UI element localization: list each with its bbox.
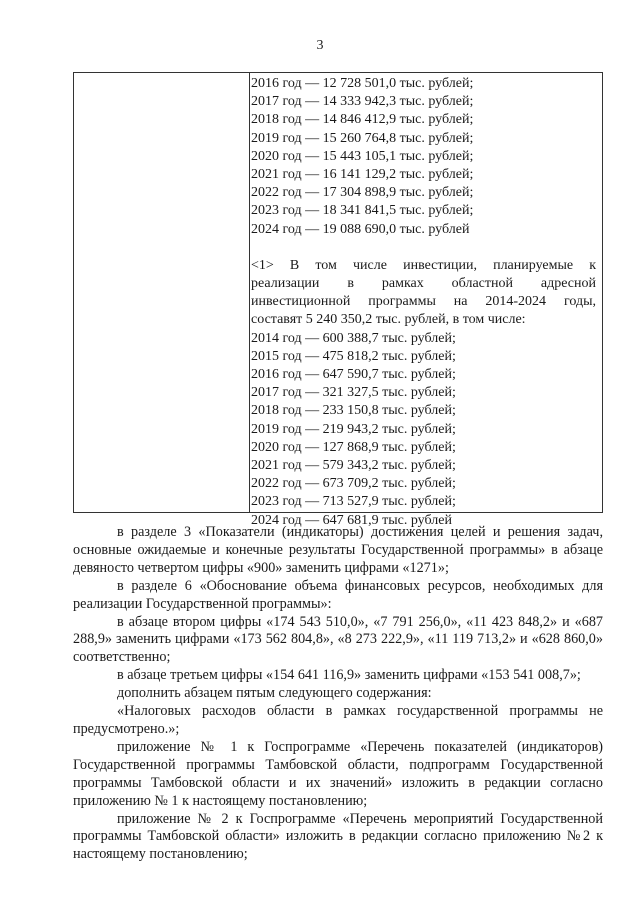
paragraph-abzac3: в абзаце третьем цифры «154 641 116,9» заменить цифрами «153 541 008,7»; [117,667,581,684]
paragraph-abzac2: в абзаце втором цифры «174 543 510,0», «7 791 256,0», «11 423 848,2» и «687 288,9» заменить цифрами «173 562 804,8», «8 273 222,9», «11 119 713,2» и «628 860,0» соответственно; [73,613,603,666]
table-right-cell [251,75,596,530]
paragraph-appendix1: приложение № 1 к Госпрограмме «Перечень показателей (индикаторов) Государственной программы Тамбовской области, подпрограмм Государственной программы Тамбовской области и их значений» изложить в редакции согласно приложению № 1 к настоящему постановлению; [73,738,603,809]
invest-line-2023: 2023 год — 713 527,9 тыс. рублей; [251,494,456,510]
year-line-2022: 2022 год — 17 304 898,9 тыс. рублей; [251,185,474,201]
paragraph-quote: «Налоговых расходов области в рамках государственной программы не предусмотрено.»; [73,703,603,737]
year-line-2018: 2018 год — 14 846 412,9 тыс. рублей; [251,112,474,128]
year-line-2017: 2017 год — 14 333 942,3 тыс. рублей; [251,94,474,110]
invest-line-2021: 2021 год — 579 343,2 тыс. рублей; [251,458,456,474]
invest-line-2014: 2014 год — 600 388,7 тыс. рублей; [251,330,456,346]
year-line-2016: 2016 год — 12 728 501,0 тыс. рублей; [251,76,474,91]
paragraph-section3: в разделе 3 «Показатели (индикаторы) достижения целей и решения задач, основные ожидаемые и конечные результаты Государственной программы» в абзаце девяносто четвертом цифры «900» заменить цифрами «1271»; [73,524,603,576]
invest-line-2020: 2020 год — 127 868,9 тыс. рублей; [251,439,456,455]
year-line-2023: 2023 год — 18 341 841,5 тыс. рублей; [251,203,474,219]
funding-table [73,72,603,528]
year-line-2024: 2024 год — 19 088 690,0 тыс. рублей [251,221,470,237]
paragraph-add-abzac5: дополнить абзацем пятым следующего содержания: [117,685,432,702]
table-column-divider [249,73,250,512]
invest-line-2022: 2022 год — 673 709,2 тыс. рублей; [251,476,456,492]
document-body [73,524,603,864]
invest-line-2015: 2015 год — 475 818,2 тыс. рублей; [251,348,456,364]
paragraph-appendix2: приложение № 2 к Госпрограмме «Перечень мероприятий Государственной программы Тамбовской области» изложить в редакции согласно приложению №2 к настоящему постановлению; [73,810,603,863]
year-line-2019: 2019 год — 15 260 764,8 тыс. рублей; [251,130,474,146]
footnote-line: инвестиционной программы на 2014-2024 годы, [251,294,596,310]
footnote-line: реализации в рамках областной адресной [251,276,596,292]
invest-line-2017: 2017 год — 321 327,5 тыс. рублей; [251,385,456,401]
footnote-line: составят 5 240 350,2 тыс. рублей, в том числе: [251,312,526,328]
invest-line-2016: 2016 год — 647 590,7 тыс. рублей; [251,367,456,383]
invest-line-2018: 2018 год — 233 150,8 тыс. рублей; [251,403,456,419]
footnote-line: <1> В том числе инвестиции, планируемые к [251,257,596,273]
invest-line-2019: 2019 год — 219 943,2 тыс. рублей; [251,421,456,437]
table-spacer [251,239,596,257]
invest-line-2024: 2024 год — 647 681,9 тыс. рублей [251,512,452,528]
year-line-2020: 2020 год — 15 443 105,1 тыс. рублей; [251,148,474,164]
year-line-2021: 2021 год — 16 141 129,2 тыс. рублей; [251,167,474,183]
paragraph-section6: в разделе 6 «Обоснование объема финансовых ресурсов, необходимых для реализации Государственной программы»: [73,577,603,612]
page-number: 3 [316,38,324,53]
